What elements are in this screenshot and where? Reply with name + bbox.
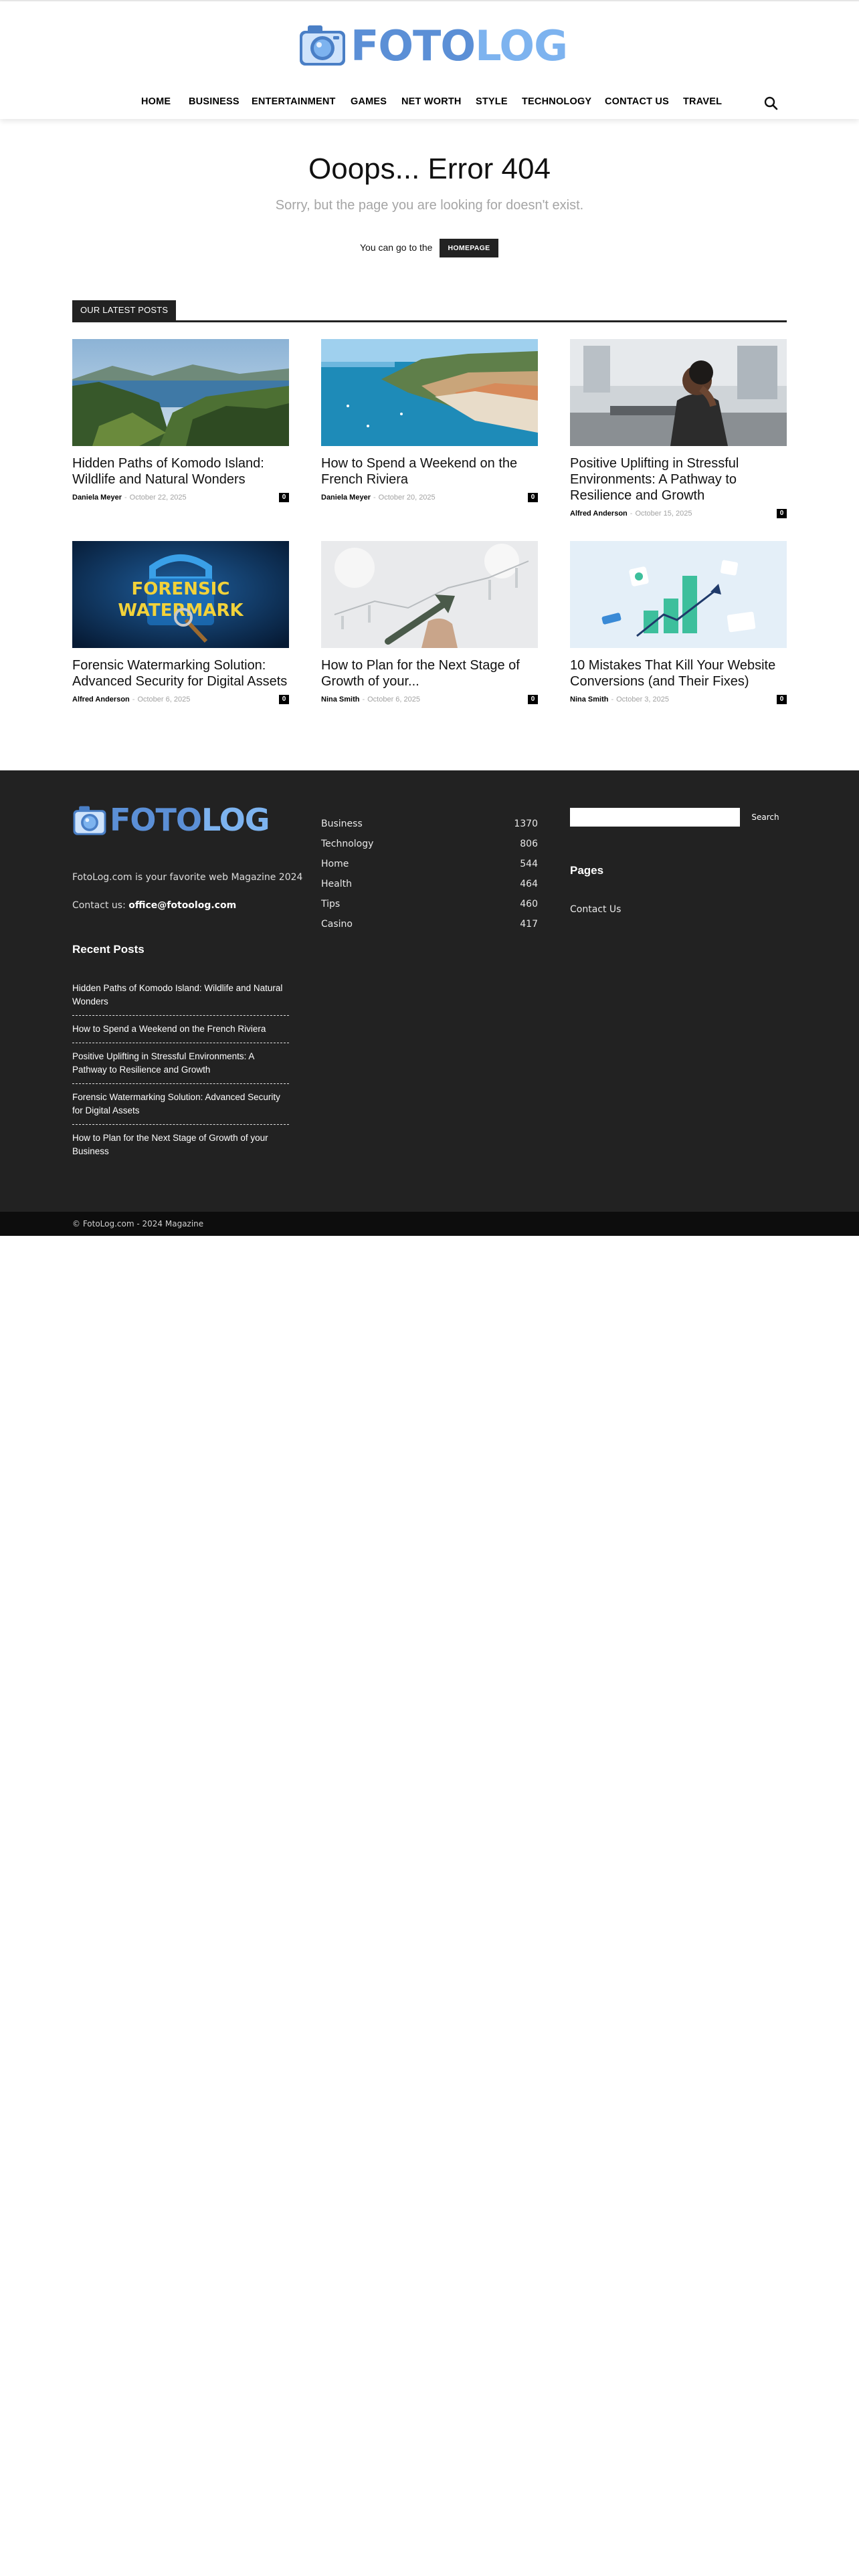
nav-item-style[interactable]: STYLE [476,96,508,107]
footer-search-input[interactable] [570,808,740,827]
recent-post-link[interactable]: Forensic Watermarking Solution: Advanced Security for Digital Assets [72,1084,289,1125]
post-author[interactable]: Alfred Anderson [72,695,130,704]
site-header [0,1,859,119]
post-meta: Alfred Anderson - October 15, 2025 0 [570,509,787,518]
post-title[interactable]: How to Plan for the Next Stage of Growth of your... [321,658,520,689]
post-thumbnail-growth[interactable] [321,541,538,648]
latest-posts-title: OUR LATEST POSTS [72,300,176,320]
post-author[interactable]: Nina Smith [321,695,360,704]
post-thumbnail-conversions[interactable] [570,541,787,648]
footer-contact [72,900,236,911]
recent-post-link[interactable]: Positive Uplifting in Stressful Environments: A Pathway to Resilience and Growth [72,1043,289,1084]
error-goto-text: You can go to the [360,242,433,253]
post-title[interactable]: Forensic Watermarking Solution: Advanced Security for Digital Assets [72,658,288,689]
post-card [72,339,289,502]
recent-post-link[interactable]: How to Spend a Weekend on the French Riviera [72,1016,289,1043]
recent-posts-list [72,975,289,1165]
post-card [321,339,538,502]
recent-posts-heading: Recent Posts [72,943,145,956]
contact-email[interactable]: office@fotoolog.com [128,900,237,911]
camera-icon [72,805,107,836]
comment-count-badge[interactable]: 0 [528,493,538,502]
recent-post-link[interactable]: How to Plan for the Next Stage of Growth of your Business [72,1133,268,1156]
category-item[interactable]: Technology 806 [321,839,538,849]
footer-description: FotoLog.com is your favorite web Magazine 2024 [72,872,303,883]
post-date: October 6, 2025 [367,695,421,704]
nav-item-business[interactable]: BUSINESS [189,96,240,107]
homepage-button[interactable]: HOMEPAGE [440,239,498,257]
post-date: October 3, 2025 [616,695,670,704]
watermark-image-text-line2: WATERMARK [118,601,244,621]
camera-icon [298,24,347,67]
watermark-image-text-line1: FORENSIC [131,579,230,599]
category-item[interactable]: Tips 460 [321,899,538,909]
error-title: Ooops... Error 404 [308,152,551,185]
post-thumbnail-riviera[interactable] [321,339,538,446]
contact-label: Contact us: [72,900,126,911]
post-card [570,541,787,704]
post-meta: Alfred Anderson - October 6, 2025 0 [72,695,289,704]
nav-item-games[interactable]: GAMES [351,96,387,107]
search-icon[interactable] [763,95,780,112]
copyright-text: © FotoLog.com - 2024 Magazine [72,1219,204,1228]
post-author[interactable]: Nina Smith [570,695,609,704]
post-card [321,541,538,704]
footer-logo[interactable] [72,802,273,840]
post-date: October 6, 2025 [137,695,191,704]
post-meta: Daniela Meyer - October 20, 2025 0 [321,493,538,502]
post-date: October 20, 2025 [378,494,436,502]
nav-item-technology[interactable]: TECHNOLOGY [522,96,592,107]
nav-item-contact-us[interactable]: CONTACT US [605,96,669,107]
comment-count-badge[interactable]: 0 [777,509,787,518]
pages-link-contact-us[interactable]: Contact Us [570,904,622,915]
nav-item-entertainment[interactable]: ENTERTAINMENT [252,96,336,107]
recent-post-link[interactable]: Hidden Paths of Komodo Island: Wildlife and Natural Wonders [72,975,289,1016]
post-title[interactable]: Positive Uplifting in Stressful Environments: A Pathway to Resilience and Growth [570,456,739,503]
post-title[interactable]: 10 Mistakes That Kill Your Website Conversions (and Their Fixes) [570,658,776,689]
copyright-bar [0,1212,859,1236]
comment-count-badge[interactable]: 0 [279,695,289,704]
category-list [321,819,538,939]
nav-item-travel[interactable]: TRAVEL [683,96,723,107]
nav-item-net-worth[interactable]: NET WORTH [401,96,462,107]
post-meta: Nina Smith - October 3, 2025 0 [570,695,787,704]
post-author[interactable]: Daniela Meyer [321,494,371,502]
site-logo[interactable] [298,21,567,70]
post-thumbnail-stress[interactable] [570,339,787,446]
footer-search-button[interactable]: Search [744,808,787,827]
logo-wordmark: FOTOLOG [351,21,567,70]
post-title[interactable]: Hidden Paths of Komodo Island: Wildlife and Natural Wonders [72,456,264,487]
pages-heading: Pages [570,864,604,877]
comment-count-badge[interactable]: 0 [777,695,787,704]
footer-logo-wordmark: FOTOLOG [110,802,270,838]
post-author[interactable]: Alfred Anderson [570,510,628,518]
post-thumbnail-watermark[interactable] [72,541,289,648]
nav-item-home[interactable]: HOME [141,96,171,107]
main-nav [0,94,859,116]
post-date: October 15, 2025 [635,510,692,518]
comment-count-badge[interactable]: 0 [528,695,538,704]
post-card [570,339,787,518]
post-thumbnail-komodo[interactable] [72,339,289,446]
category-item[interactable]: Business 1370 [321,819,538,829]
error-subtitle: Sorry, but the page you are looking for doesn't exist. [275,198,584,213]
post-meta: Nina Smith - October 6, 2025 0 [321,695,538,704]
post-author[interactable]: Daniela Meyer [72,494,122,502]
latest-posts-header [72,300,787,322]
post-date: October 22, 2025 [129,494,187,502]
post-title[interactable]: How to Spend a Weekend on the French Riviera [321,456,518,487]
comment-count-badge[interactable]: 0 [279,493,289,502]
category-item[interactable]: Casino 417 [321,919,538,930]
post-card [72,541,289,704]
category-item[interactable]: Health 464 [321,879,538,889]
post-meta: Daniela Meyer - October 22, 2025 0 [72,493,289,502]
category-item[interactable]: Home 544 [321,859,538,869]
